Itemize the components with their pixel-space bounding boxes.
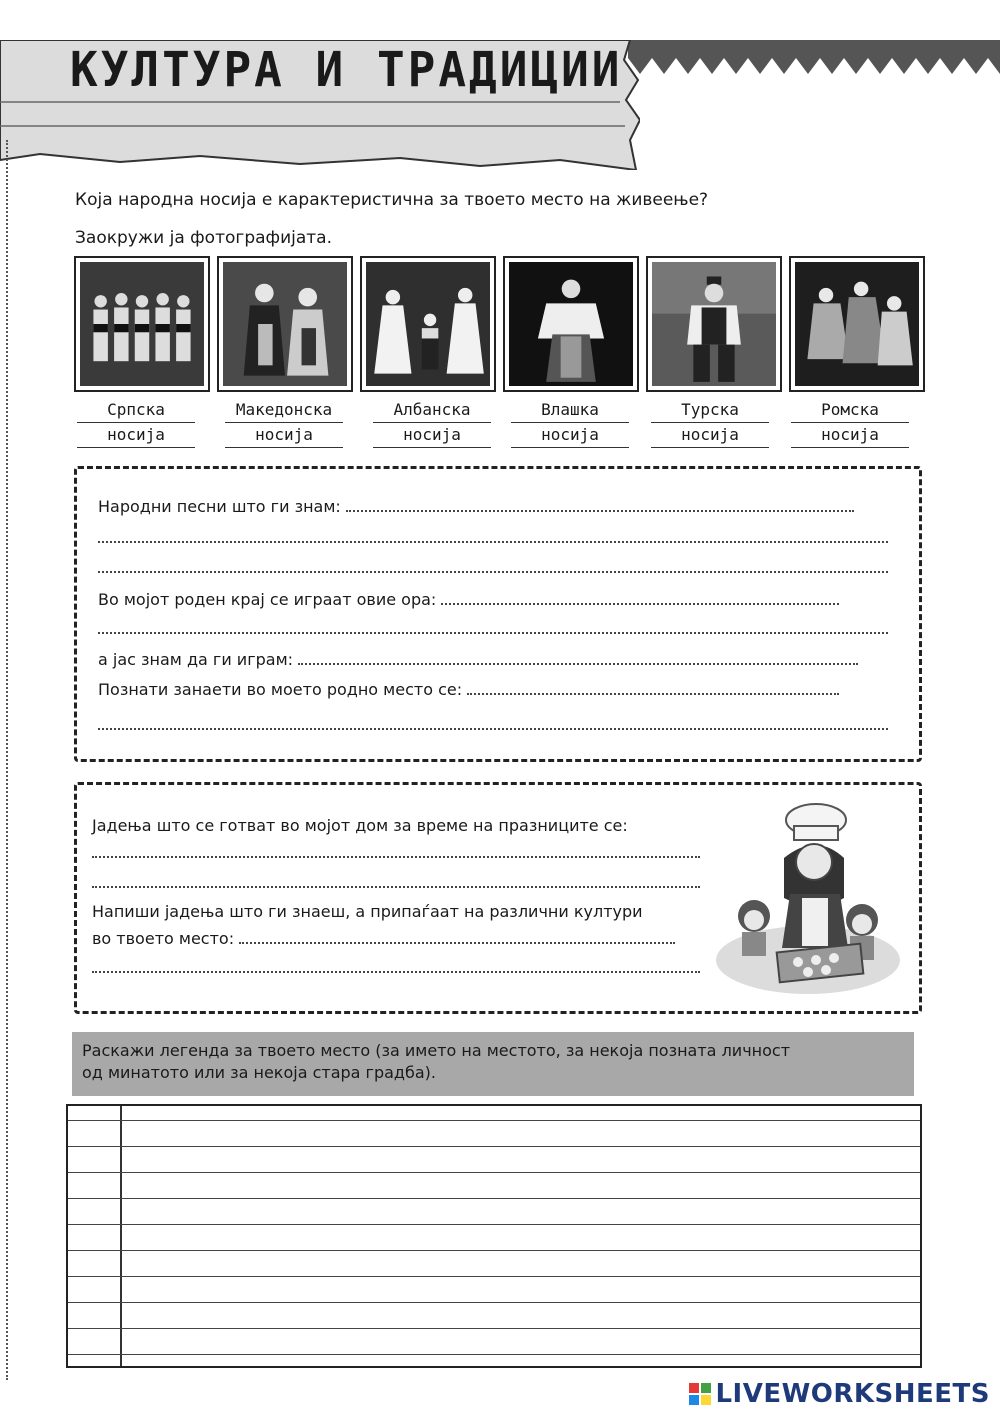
costume-name: Македонска xyxy=(225,398,343,423)
holiday-food-row xyxy=(92,816,628,835)
costume-label-turkish xyxy=(645,398,775,448)
dances-know-label: а јас знам да ги играм: xyxy=(98,650,294,669)
costume-label-serbian xyxy=(71,398,201,448)
holiday-food-answer-line-1[interactable] xyxy=(92,856,700,858)
writing-line xyxy=(68,1276,920,1277)
cultures-food-label: Напиши јадења што ги знаеш, а припаѓаат на различни култури xyxy=(92,902,643,921)
header-zigzag-band xyxy=(628,40,1000,80)
costume-label-roma xyxy=(785,398,915,448)
dances-label: Во мојот роден крај се играат овие ора: xyxy=(98,590,437,609)
costume-name: Влашка xyxy=(511,398,629,423)
costume-suffix: носија xyxy=(77,423,195,448)
costume-name: Ромска xyxy=(791,398,909,423)
crafts-answer-line-2[interactable] xyxy=(98,728,888,730)
dances-know-answer-line[interactable] xyxy=(298,651,858,665)
photo-roma-costume[interactable] xyxy=(791,258,923,390)
writing-line xyxy=(68,1224,920,1225)
writing-line xyxy=(68,1250,920,1251)
margin-line xyxy=(120,1106,122,1366)
writing-line xyxy=(68,1354,920,1355)
songs-row xyxy=(98,497,854,516)
dances-answer-line-2[interactable] xyxy=(98,632,888,634)
costume-name: Албанска xyxy=(373,398,491,423)
costume-label-albanian xyxy=(367,398,497,448)
costume-instruction: Заокружи ја фотографијата. xyxy=(75,228,332,248)
dances-know-row xyxy=(98,650,858,669)
left-margin-dots xyxy=(6,140,10,1380)
holiday-food-answer-line-2[interactable] xyxy=(92,886,700,888)
photo-macedonian-costume[interactable] xyxy=(219,258,351,390)
costume-suffix: носија xyxy=(225,423,343,448)
legend-prompt-band xyxy=(72,1032,914,1096)
writing-line xyxy=(68,1328,920,1329)
dances-answer-line[interactable] xyxy=(441,591,839,605)
holiday-food-label: Јадења што се готват во мојот дом за време на празниците се: xyxy=(92,816,628,835)
writing-line xyxy=(68,1146,920,1147)
costume-suffix: носија xyxy=(511,423,629,448)
photo-albanian-costume[interactable] xyxy=(362,258,494,390)
costume-name: Српска xyxy=(77,398,195,423)
songs-label: Народни песни што ги знам: xyxy=(98,497,341,516)
writing-line xyxy=(68,1120,920,1121)
costume-label-vlach xyxy=(505,398,635,448)
costume-suffix: носија xyxy=(791,423,909,448)
writing-line xyxy=(68,1302,920,1303)
crafts-row xyxy=(98,680,839,699)
writing-line xyxy=(68,1172,920,1173)
photo-turkish-costume[interactable] xyxy=(648,258,780,390)
page-title: КУЛТУРА И ТРАДИЦИИ xyxy=(70,40,623,98)
photo-serbian-costume[interactable] xyxy=(76,258,208,390)
costume-suffix: носија xyxy=(373,423,491,448)
songs-answer-line-2[interactable] xyxy=(98,541,888,543)
costume-label-macedonian xyxy=(219,398,349,448)
legend-writing-area[interactable] xyxy=(66,1104,922,1368)
cultures-food-answer-line[interactable] xyxy=(239,930,675,944)
crafts-answer-line[interactable] xyxy=(467,681,839,695)
cultures-food-row-1 xyxy=(92,902,643,921)
cultures-food-answer-line-2[interactable] xyxy=(92,971,700,973)
logo-mark-icon xyxy=(689,1383,711,1405)
costume-question: Која народна носија е карактеристична за твоето место на живеење? xyxy=(75,190,709,210)
cultures-food-row-2 xyxy=(92,929,675,948)
liveworksheets-logo xyxy=(689,1379,990,1409)
costume-name: Турска xyxy=(651,398,769,423)
logo-text: LIVEWORKSHEETS xyxy=(715,1379,990,1409)
songs-answer-line-3[interactable] xyxy=(98,571,888,573)
photo-vlach-costume[interactable] xyxy=(505,258,637,390)
cultures-food-label-2: во твоето место: xyxy=(92,929,235,948)
legend-prompt-line-2: од минатото или за некоја стара градба). xyxy=(82,1063,436,1082)
dances-row xyxy=(98,590,839,609)
costume-suffix: носија xyxy=(651,423,769,448)
crafts-label: Познати занаети во моето родно место се: xyxy=(98,680,463,699)
writing-line xyxy=(68,1198,920,1199)
cooking-illustration xyxy=(712,798,900,998)
legend-prompt-line-1: Раскажи легенда за твоето место (за името на местото, за некоја позната личност xyxy=(82,1041,791,1060)
songs-answer-line[interactable] xyxy=(346,498,854,512)
